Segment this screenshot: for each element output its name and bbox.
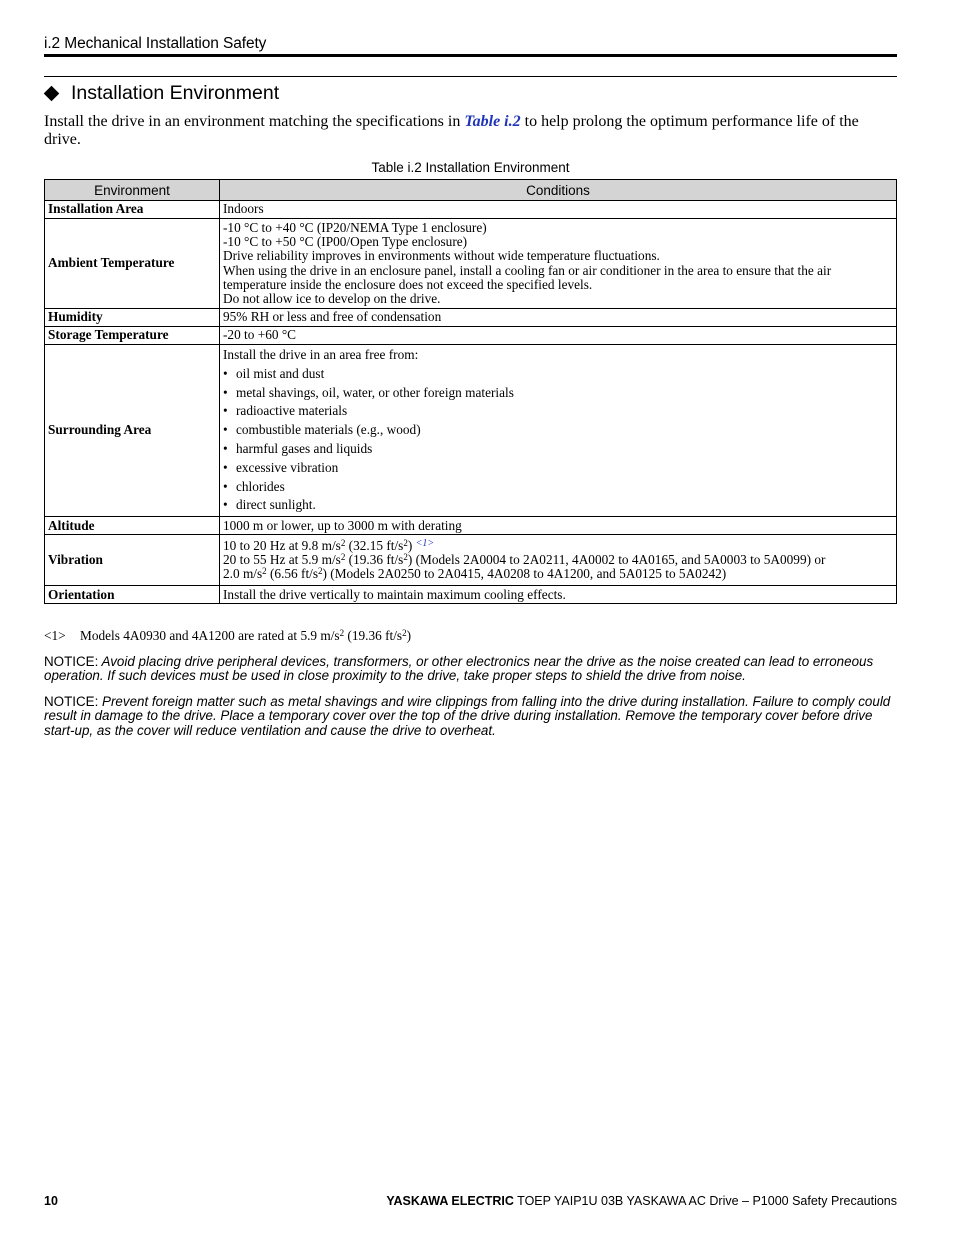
diamond-bullet-icon <box>44 86 60 102</box>
divider <box>44 76 897 77</box>
list-item: • harmful gases and liquids <box>223 440 893 459</box>
list-item: • combustible materials (e.g., wood) <box>223 421 893 440</box>
table-row <box>45 219 897 309</box>
column-header: Conditions <box>220 180 897 201</box>
cell-line: Install the drive in an area free from: <box>223 347 419 362</box>
row-value: 1000 m or lower, up to 3000 m with derating <box>220 517 897 535</box>
list-item: • radioactive materials <box>223 402 893 421</box>
list-item: • oil mist and dust <box>223 365 893 384</box>
text: ) <box>407 537 416 553</box>
list-item: • excessive vibration <box>223 459 893 478</box>
cell-line <box>223 539 893 553</box>
footnote-link[interactable]: <1> <box>415 537 435 549</box>
column-header: Environment <box>45 180 220 201</box>
cell-line <box>223 567 893 581</box>
row-value <box>220 345 897 517</box>
table-row <box>45 345 897 517</box>
cell-line: When using the drive in an enclosure panel, install a cooling fan or air conditioner in the area to ensure that the air temperature inside the enclosure does not exceed the specified levels. <box>223 262 832 292</box>
superscript: 2 <box>339 628 345 638</box>
list-item: • chlorides <box>223 478 893 497</box>
notice-label: NOTICE: <box>44 694 99 709</box>
header-rule <box>44 54 897 57</box>
page-number: 10 <box>44 1194 58 1208</box>
intro-paragraph <box>44 113 898 148</box>
intro-text: Install the drive in an environment matching the specifications in <box>44 113 465 130</box>
notice-text: Avoid placing drive peripheral devices, transformers, or other electronics near the drive as the noise created can lead to erroneous operation. If such devices must be used in close proximity to the drive, take proper steps to shield the drive from noise. <box>44 654 874 684</box>
row-label: Vibration <box>45 535 220 586</box>
row-value <box>220 219 897 309</box>
superscript: 2 <box>318 566 323 577</box>
superscript: 2 <box>403 552 408 563</box>
list-item: • direct sunlight. <box>223 496 893 515</box>
row-value: Install the drive vertically to maintain maximum cooling effects. <box>220 586 897 604</box>
table-link[interactable]: Table i.2 <box>464 113 521 130</box>
superscript: 2 <box>403 537 408 548</box>
row-value <box>220 535 897 586</box>
installation-environment-table <box>44 179 897 604</box>
footer-brand: YASKAWA ELECTRIC <box>386 1194 514 1208</box>
cell-line: Do not allow ice to develop on the drive. <box>223 291 441 307</box>
row-value: 95% RH or less and free of condensation <box>220 309 897 327</box>
superscript: 2 <box>340 537 346 548</box>
notice-text: Prevent foreign matter such as metal shavings and wire clippings from falling into the drive during installation. Failure to comply could result in damage to the drive. Place a temporary cover over the top of the drive during installation. Remove the temporary cover before drive start-up, as the cover will reduce ventilation and cause the drive to overheat. <box>44 694 891 738</box>
text: (19.36 ft/s <box>344 628 403 643</box>
table-row <box>45 517 897 535</box>
row-label: Altitude <box>45 517 220 535</box>
footer-doc: TOEP YAIP1U 03B YASKAWA AC Drive – P1000 Safety Precautions <box>513 1194 897 1208</box>
table-header-row <box>45 180 897 201</box>
text: ) (Models 2A0004 to 2A0211, 4A0002 to 4A0165, and 5A0003 to 5A0099) or <box>407 552 826 568</box>
row-label: Humidity <box>45 309 220 327</box>
subsection-title: Installation Environment <box>71 82 280 104</box>
footer-doc-title <box>386 1194 897 1208</box>
footnote <box>44 628 411 644</box>
row-label: Ambient Temperature <box>45 219 220 309</box>
text: (32.15 ft/s <box>345 537 404 553</box>
notice-paragraph <box>44 655 900 684</box>
intro-text-end: to help prolong the optimum performance life of the drive. <box>44 113 859 148</box>
text: 10 to 20 Hz at 9.8 m/s <box>223 537 341 553</box>
superscript: 2 <box>340 552 346 563</box>
row-value: -20 to +60 °C <box>220 327 897 345</box>
superscript: 2 <box>262 566 267 577</box>
list-item: • metal shavings, oil, water, or other foreign materials <box>223 384 893 403</box>
table-row <box>45 201 897 219</box>
text: ) (Models 2A0250 to 2A0415, 4A0208 to 4A1200, and 5A0125 to 5A0242) <box>322 566 727 582</box>
row-label: Installation Area <box>45 201 220 219</box>
cell-line: Drive reliability improves in environments without wide temperature fluctuations. <box>223 248 660 264</box>
superscript: 2 <box>402 628 407 638</box>
cell-line: -10 °C to +40 °C (IP20/NEMA Type 1 enclosure) <box>223 219 487 235</box>
notice-label: NOTICE: <box>44 654 99 669</box>
text: 20 to 55 Hz at 5.9 m/s <box>223 552 341 568</box>
row-label: Surrounding Area <box>45 345 220 517</box>
table-row <box>45 586 897 604</box>
subsection-heading <box>44 82 279 105</box>
notice-paragraph <box>44 695 900 738</box>
row-value: Indoors <box>220 201 897 219</box>
table-row <box>45 327 897 345</box>
row-label: Storage Temperature <box>45 327 220 345</box>
text: ) <box>406 628 412 643</box>
bullet-list <box>223 365 893 515</box>
text: (19.36 ft/s <box>345 552 404 568</box>
table-row <box>45 535 897 586</box>
footnote-mark: <1> <box>44 628 66 643</box>
text: Models 4A0930 and 4A1200 are rated at 5.9 m/s <box>80 628 340 643</box>
cell-line: -10 °C to +50 °C (IP00/Open Type enclosure) <box>223 233 468 249</box>
text: (6.56 ft/s <box>266 566 319 582</box>
table-caption: Table i.2 Installation Environment <box>371 160 570 175</box>
text: 2.0 m/s <box>223 566 263 582</box>
section-header: i.2 Mechanical Installation Safety <box>44 35 267 52</box>
table-row <box>45 309 897 327</box>
cell-line <box>223 553 893 567</box>
row-label: Orientation <box>45 586 220 604</box>
